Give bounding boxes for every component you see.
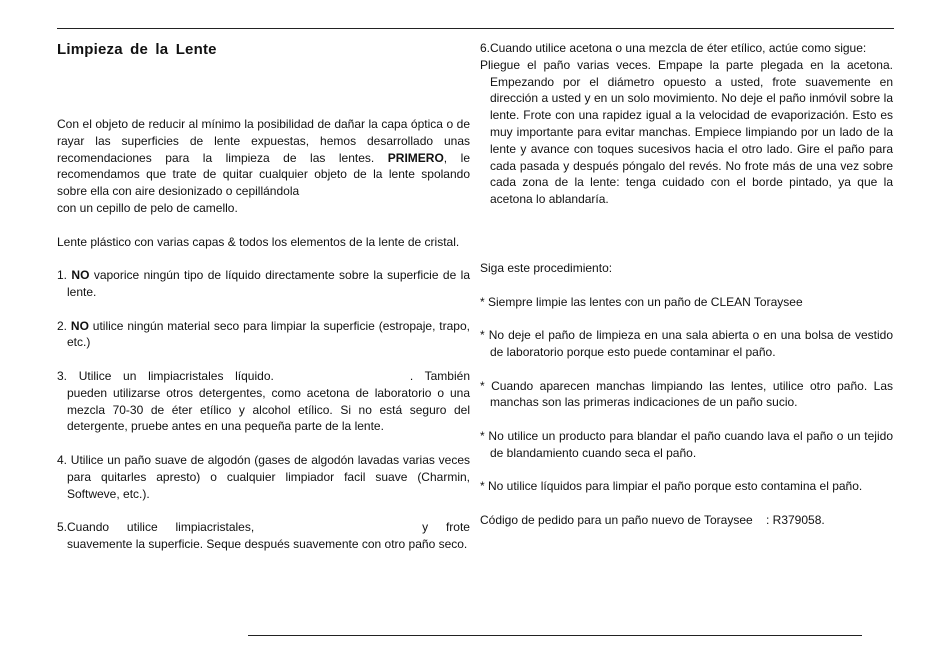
step-5 bbox=[57, 519, 470, 553]
step-1-text: vaporice ningún tipo de líquido directamente sobre la superficie de la lente. bbox=[67, 268, 471, 299]
intro-text-a: Con el objeto de reducir al mínimo la posibilidad de dañar la capa óptica o de rayar las superficies de lente expuestas, hemos desarrollado unas recomendaciones para la limpieza de las lentes. bbox=[57, 117, 470, 165]
top-rule bbox=[57, 28, 894, 29]
step-5-text-a: 5.Cuando utilice limpiacristales, bbox=[57, 520, 255, 535]
left-column bbox=[57, 40, 470, 553]
step-3 bbox=[57, 368, 470, 435]
step-1-prefix: 1. bbox=[57, 268, 68, 283]
step-1-no: NO bbox=[71, 268, 90, 283]
bottom-rule bbox=[248, 635, 862, 636]
step-2-prefix: 2. bbox=[57, 318, 68, 333]
step-4: 4. Utilice un paño suave de algodón (gases de algodón lavadas varias veces para quitarles apresto) o cualquier limpiador facil suave (Charmin, Softweve, etc.). bbox=[57, 452, 470, 501]
intro-primero: PRIMERO bbox=[387, 150, 444, 165]
step-2 bbox=[57, 318, 470, 352]
order-code: Código de pedido para un paño nuevo de Toraysee : R379058. bbox=[480, 512, 825, 527]
procedure-bullet-2: * No deje el paño de limpieza en una sala abierta o en una bolsa de vestido de laboratorio porque esto puede contaminar el paño. bbox=[480, 328, 893, 359]
step-6-heading: 6.Cuando utilice acetona o una mezcla de éter etílico, actúe como sigue: bbox=[480, 41, 867, 55]
step-6-body: Pliegue el paño varias veces. Empape la parte plegada en la acetona. Empezando por el diámetro opuesto a usted, frote suavemente en dirección a usted y en un solo movimiento. No deje el paño inmóvil sobre la lente. Frote con una rapidez igual a la velocidad de evaporización. Esto es muy importante para evitar manchas. Empiece limpiando por un lado de la lente y avance con toques sucesivos hacia el otro lado. Gire el paño para cada pasada y después póngalo del revés. No frote más de una vez sobre cada zona de la lente: tenga cuidado con el borde pintado, ya que la acetona lo ablandaría. bbox=[480, 57, 893, 207]
plastic-lens-note: Lente plástico con varias capas & todos los elementos de la lente de cristal. bbox=[57, 234, 460, 249]
intro-text-b: , le recomendamos que trate de quitar cualquier objeto de la lente spolando sobre ella con aire desionizado o cepillándola bbox=[57, 150, 470, 199]
procedure-bullet-4: * No utilice un producto para blandar el paño cuando lava el paño o un tejido de blandamiento cuando seca el paño. bbox=[480, 428, 893, 460]
page-title: Limpieza de la Lente bbox=[57, 41, 217, 58]
procedure-bullet-1: * Siempre limpie las lentes con un paño de CLEAN Toraysee bbox=[480, 294, 803, 309]
step-2-no: NO bbox=[70, 318, 89, 333]
procedure-heading: Siga este procedimiento: bbox=[480, 260, 613, 275]
step-3-text-b: . También pueden utilizarse otros detergentes, como acetona de laboratorio o una mezcla 70-30 de éter etílico y alcohol etílico. Si no está seguro del detergente, pruebe antes en una pequeña parte de la lente. bbox=[67, 368, 470, 434]
step-1 bbox=[57, 267, 470, 301]
procedure-bullet-3: * Cuando aparecen manchas limpiando las lentes, utilice otro paño. Las manchas son las primeras indicaciones de un paño sucio. bbox=[480, 378, 893, 410]
intro-paragraph bbox=[57, 116, 470, 200]
step-3-text-a: 3. Utilice un limpiacristales líquido. bbox=[57, 368, 274, 383]
step-2-text: utilice ningún material seco para limpiar la superficie (estropaje, trapo, etc.) bbox=[67, 318, 470, 350]
intro-paragraph-end: con un cepillo de pelo de camello. bbox=[57, 200, 238, 215]
procedure-bullet-5: * No utilice líquidos para limpiar el paño porque esto contamina el paño. bbox=[480, 479, 863, 494]
right-column bbox=[480, 40, 893, 529]
step-5-text-b: y frote suavemente la superficie. Seque después suavemente con otro paño seco. bbox=[67, 520, 470, 551]
